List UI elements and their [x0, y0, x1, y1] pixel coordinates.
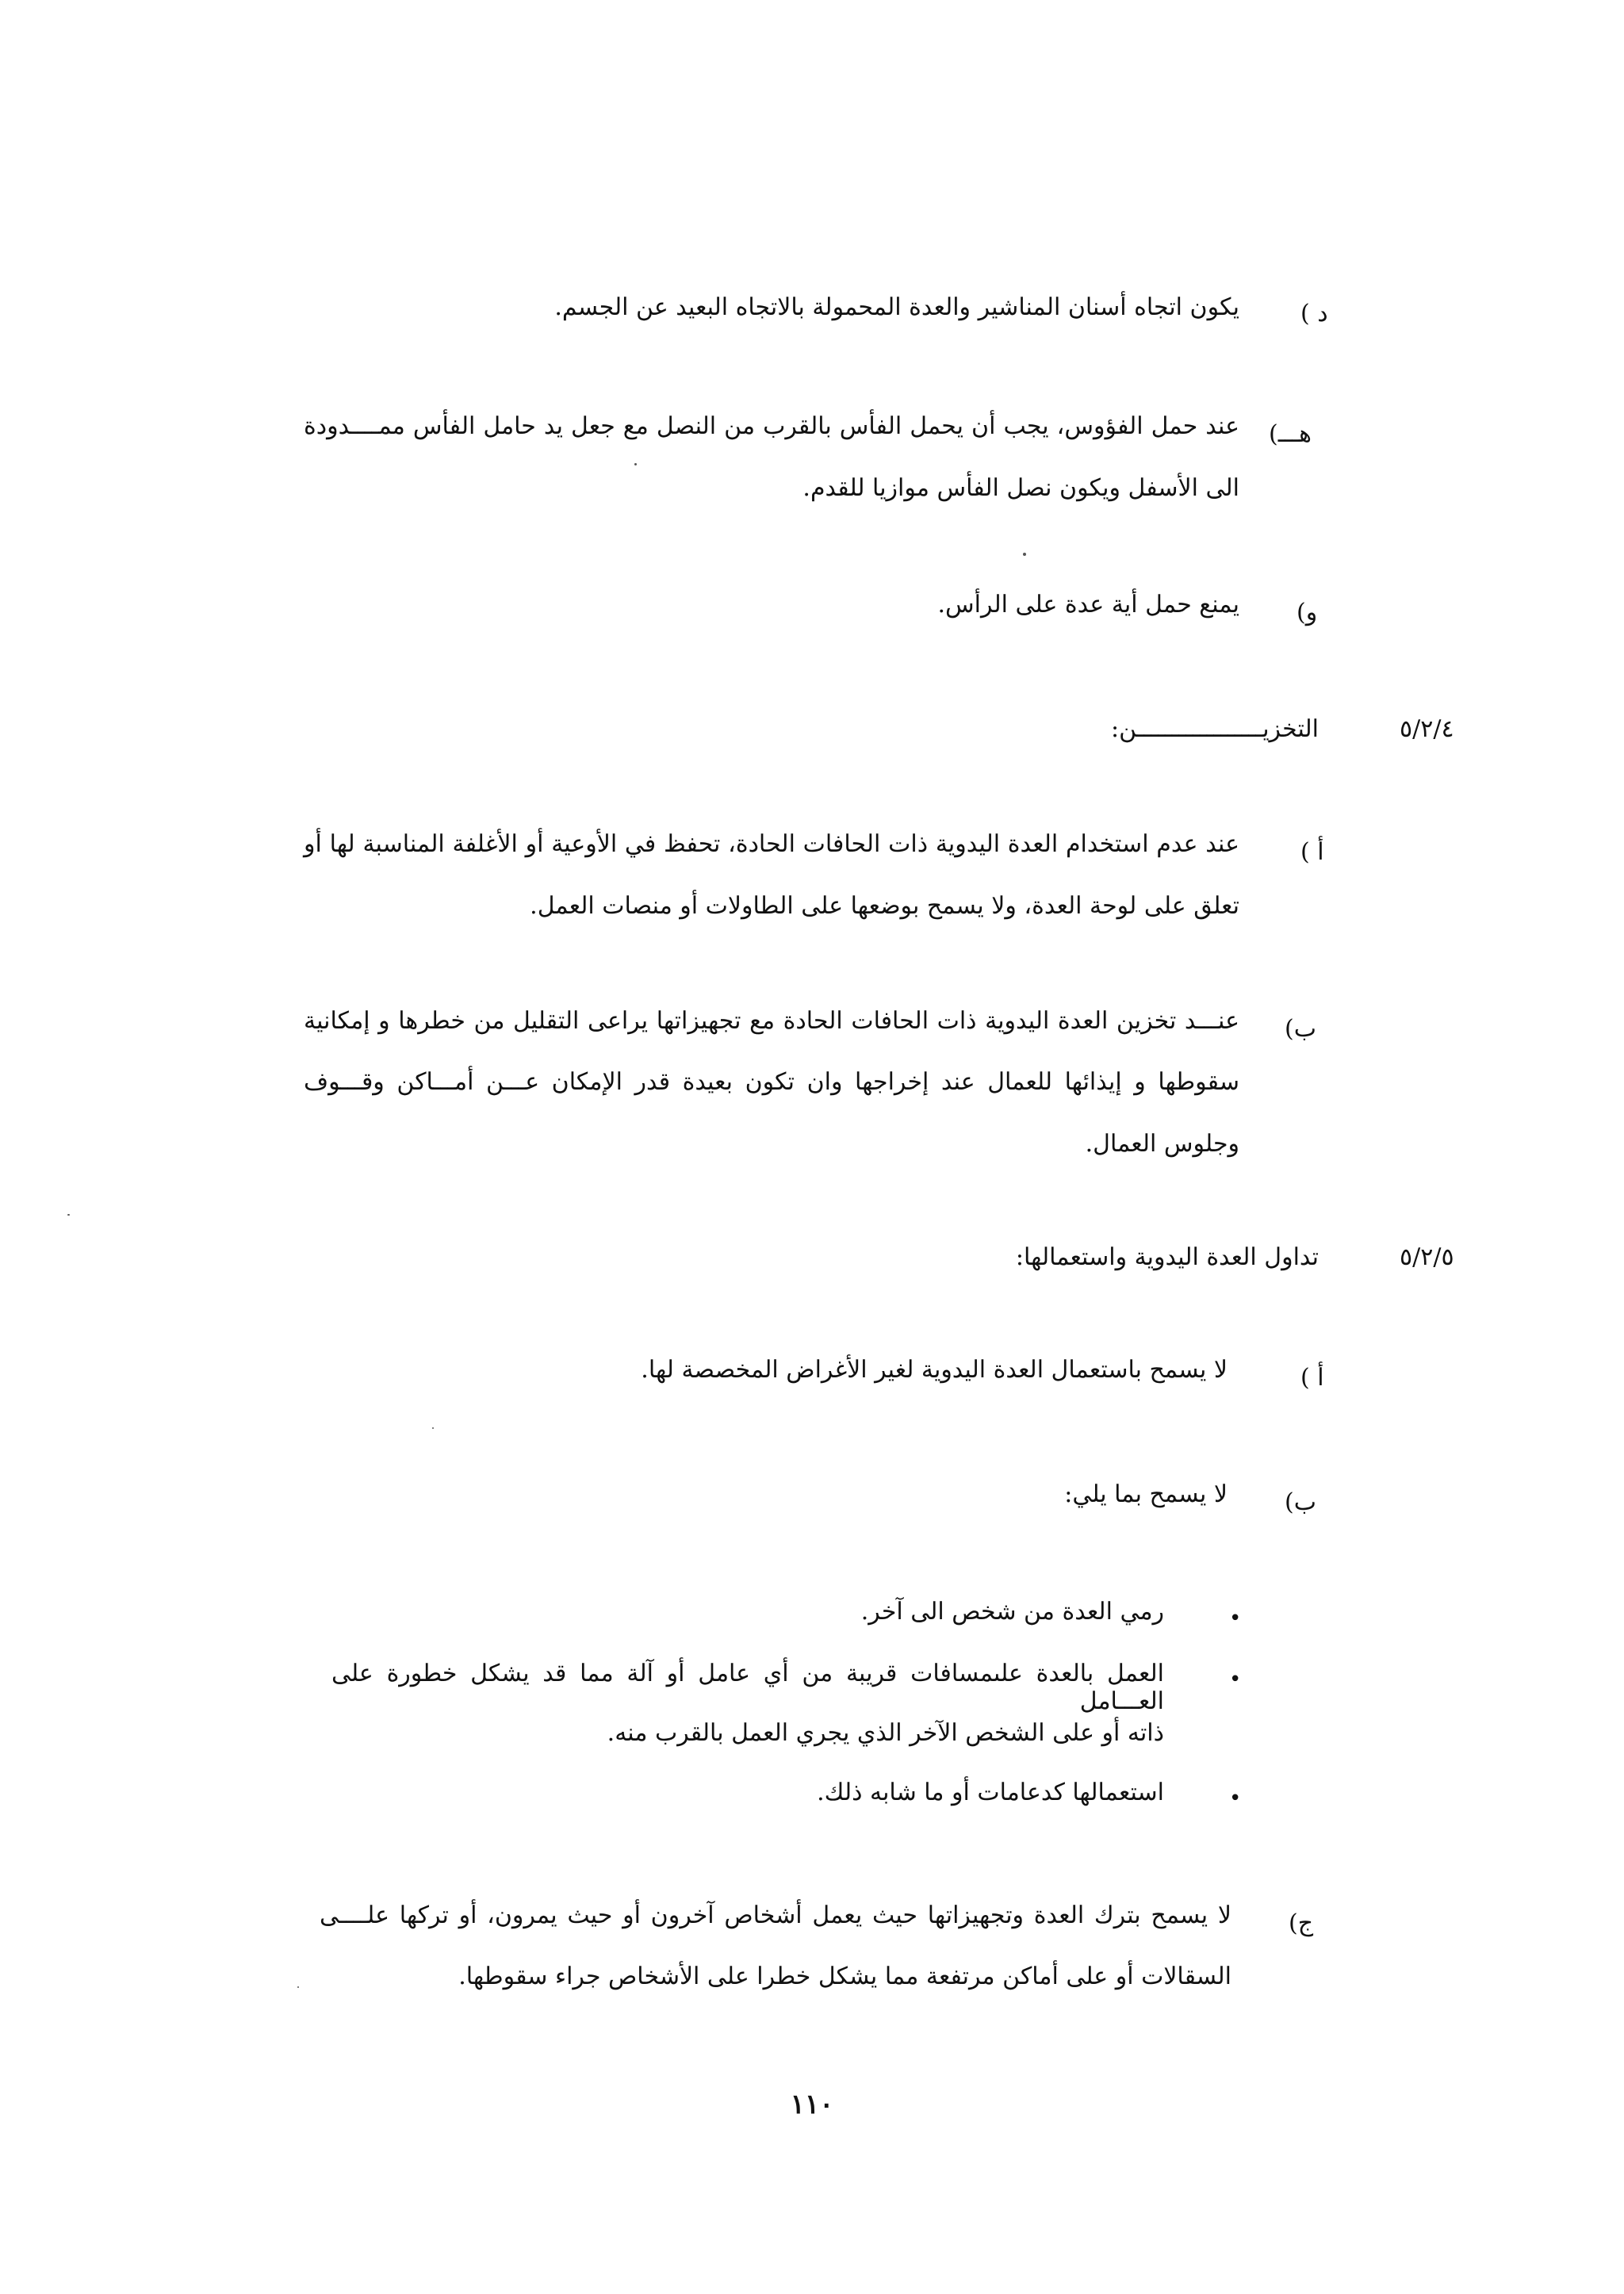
item-h-line-2: الى الأسفل ويكون نصل الفأس موازيا للقدم.: [802, 474, 1239, 502]
handling-item-marker-b: ب): [1285, 1488, 1316, 1516]
storage-item-marker-b: ب): [1285, 1015, 1316, 1043]
handling-item-j-line-2: السقالات أو على أماكن مرتفعة مما يشكل خطرا على الأشخاص جراء سقوطها.: [458, 1963, 1231, 1990]
scan-speck: [634, 463, 637, 465]
item-marker-h: هـــ): [1269, 420, 1312, 448]
storage-item-b-line-2: سقوطها و إيذائها للعمال عند إخراجها وان تكون بعيدة قدر الإمكان عـــن أمـــاكن وقـــوف: [304, 1068, 1239, 1096]
item-w-line-1: يمنع حمل أية عدة على الرأس.: [937, 591, 1239, 618]
storage-item-a-line-1: عند عدم استخدام العدة اليدوية ذات الحافات الحادة، تحفظ في الأوعية أو الأغلفة المناسبة لها أو: [304, 830, 1239, 858]
section-title-handling: تداول العدة اليدوية واستعمالها:: [1015, 1243, 1319, 1271]
scan-speck: [432, 1427, 434, 1429]
item-d-line-1: يكون اتجاه أسنان المناشير والعدة المحمولة بالاتجاه البعيد عن الجسم.: [554, 293, 1239, 321]
bullet-2-line-1: العمل بالعدة علىمسافات قريبة من أي عامل أو آلة مما قد يشكل خطورة على العـــامل: [331, 1660, 1164, 1715]
scan-speck: [1023, 553, 1026, 556]
section-title-storage: التخزيــــــــــــــــــن:: [1111, 715, 1319, 743]
storage-item-b-line-1: عنـــد تخزين العدة اليدوية ذات الحافات الحادة مع تجهيزاتها يراعى التقليل من خطرها و إمكانية: [304, 1007, 1239, 1035]
bullet-1-line-1: رمي العدة من شخص الى آخر.: [860, 1598, 1164, 1626]
handling-item-j-line-1: لا يسمح بترك العدة وتجهيزاتها حيث يعمل أشخاص آخرون أو حيث يمرون، أو تركها علــــى: [320, 1901, 1231, 1929]
section-number-storage: ٥/٢/٤: [1400, 715, 1454, 743]
handling-item-b-line-1: لا يسمح بما يلي:: [1064, 1480, 1228, 1508]
storage-item-b-line-3: وجلوس العمال.: [1085, 1130, 1239, 1158]
page-number: ١١٠: [790, 2089, 834, 2120]
item-marker-w: و): [1297, 599, 1318, 626]
item-h-line-1: عند حمل الفؤوس، يجب أن يحمل الفأس بالقرب من النصل مع جعل يد حامل الفأس ممــــدودة: [304, 412, 1239, 440]
storage-item-a-line-2: تعلق على لوحة العدة، ولا يسمح بوضعها على الطاولات أو منصات العمل.: [530, 892, 1239, 920]
handling-item-marker-j: ج): [1289, 1909, 1314, 1937]
handling-item-marker-a: أ ): [1300, 1364, 1324, 1392]
bullet-icon: •: [1229, 1787, 1242, 1810]
item-marker-d: د ): [1300, 300, 1328, 327]
handling-item-a-line-1: لا يسمح باستعمال العدة اليدوية لغير الأغراض المخصصة لها.: [641, 1356, 1228, 1384]
storage-item-marker-a: أ ): [1300, 838, 1324, 866]
scan-speck: [67, 1214, 70, 1216]
bullet-icon: •: [1229, 1607, 1242, 1630]
section-number-handling: ٥/٢/٥: [1400, 1243, 1454, 1271]
bullet-2-line-2: ذاته أو على الشخص الآخر الذي يجري العمل بالقرب منه.: [607, 1719, 1164, 1747]
bullet-3-line-1: استعمالها كدعامات أو ما شابه ذلك.: [817, 1779, 1164, 1806]
bullet-icon: •: [1229, 1668, 1242, 1691]
scan-speck: [297, 1986, 299, 1988]
